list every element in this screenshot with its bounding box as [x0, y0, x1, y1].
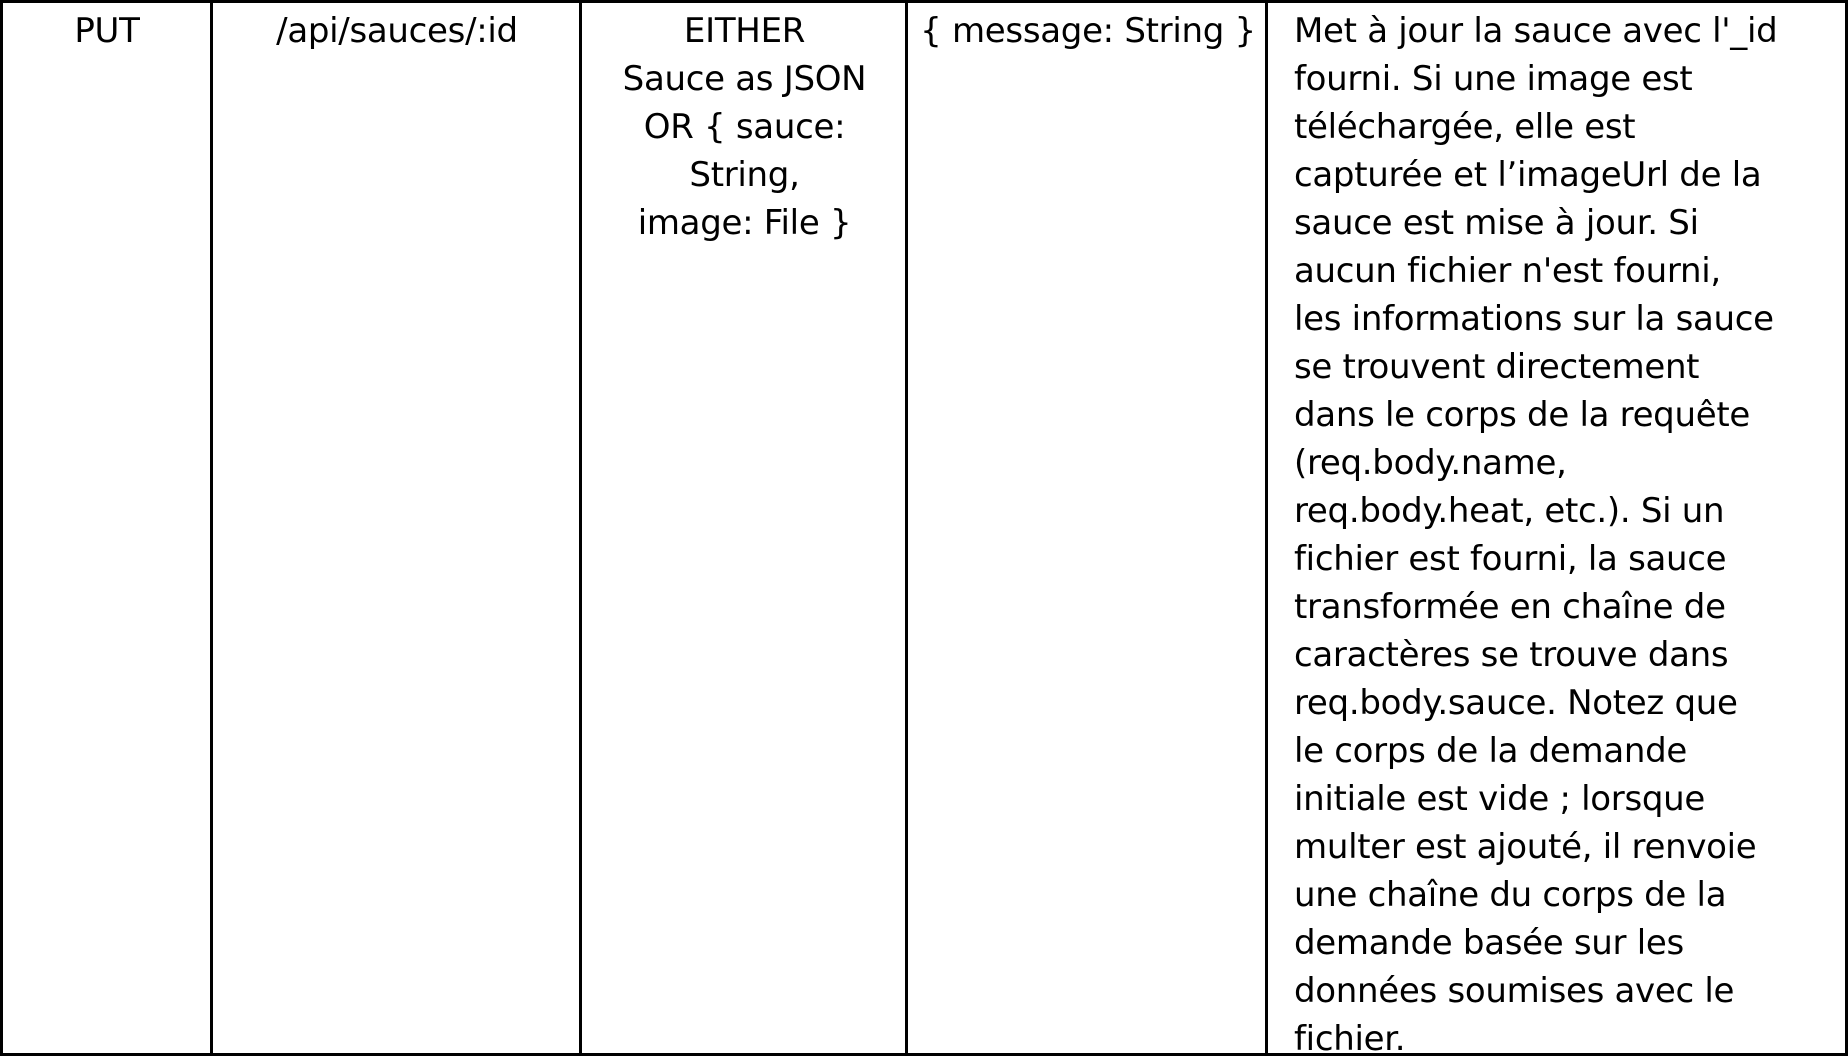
column-divider	[579, 3, 582, 1053]
endpoint-route-cell: /api/sauces/:id	[276, 11, 518, 51]
column-divider	[1265, 3, 1268, 1053]
column-divider	[210, 3, 213, 1053]
response-type-cell: { message: String }	[920, 11, 1256, 51]
function-description-cell: Met à jour la sauce avec l'_id fourni. Si une image est téléchargée, elle est capturée et l’imageUrl de la sauce est mise à jour. Si aucun fichier n'est fourni, les informations sur la sauce se trouvent directement dans le corps de la requête (req.body.name, req.body.heat, etc.). Si un fichier est fourni, la sauce transformée en chaîne de caractères se trouve dans req.body.sauce. Notez que le corps de la demande initiale est vide ; lorsque multer est ajouté, il renvoie une chaîne du corps de la demande basée sur les données soumises avec le fichier.	[1294, 11, 1778, 1059]
http-method-cell: PUT	[74, 11, 140, 51]
request-body-cell: EITHER Sauce as JSON OR { sauce: String, image: File }	[622, 11, 867, 243]
